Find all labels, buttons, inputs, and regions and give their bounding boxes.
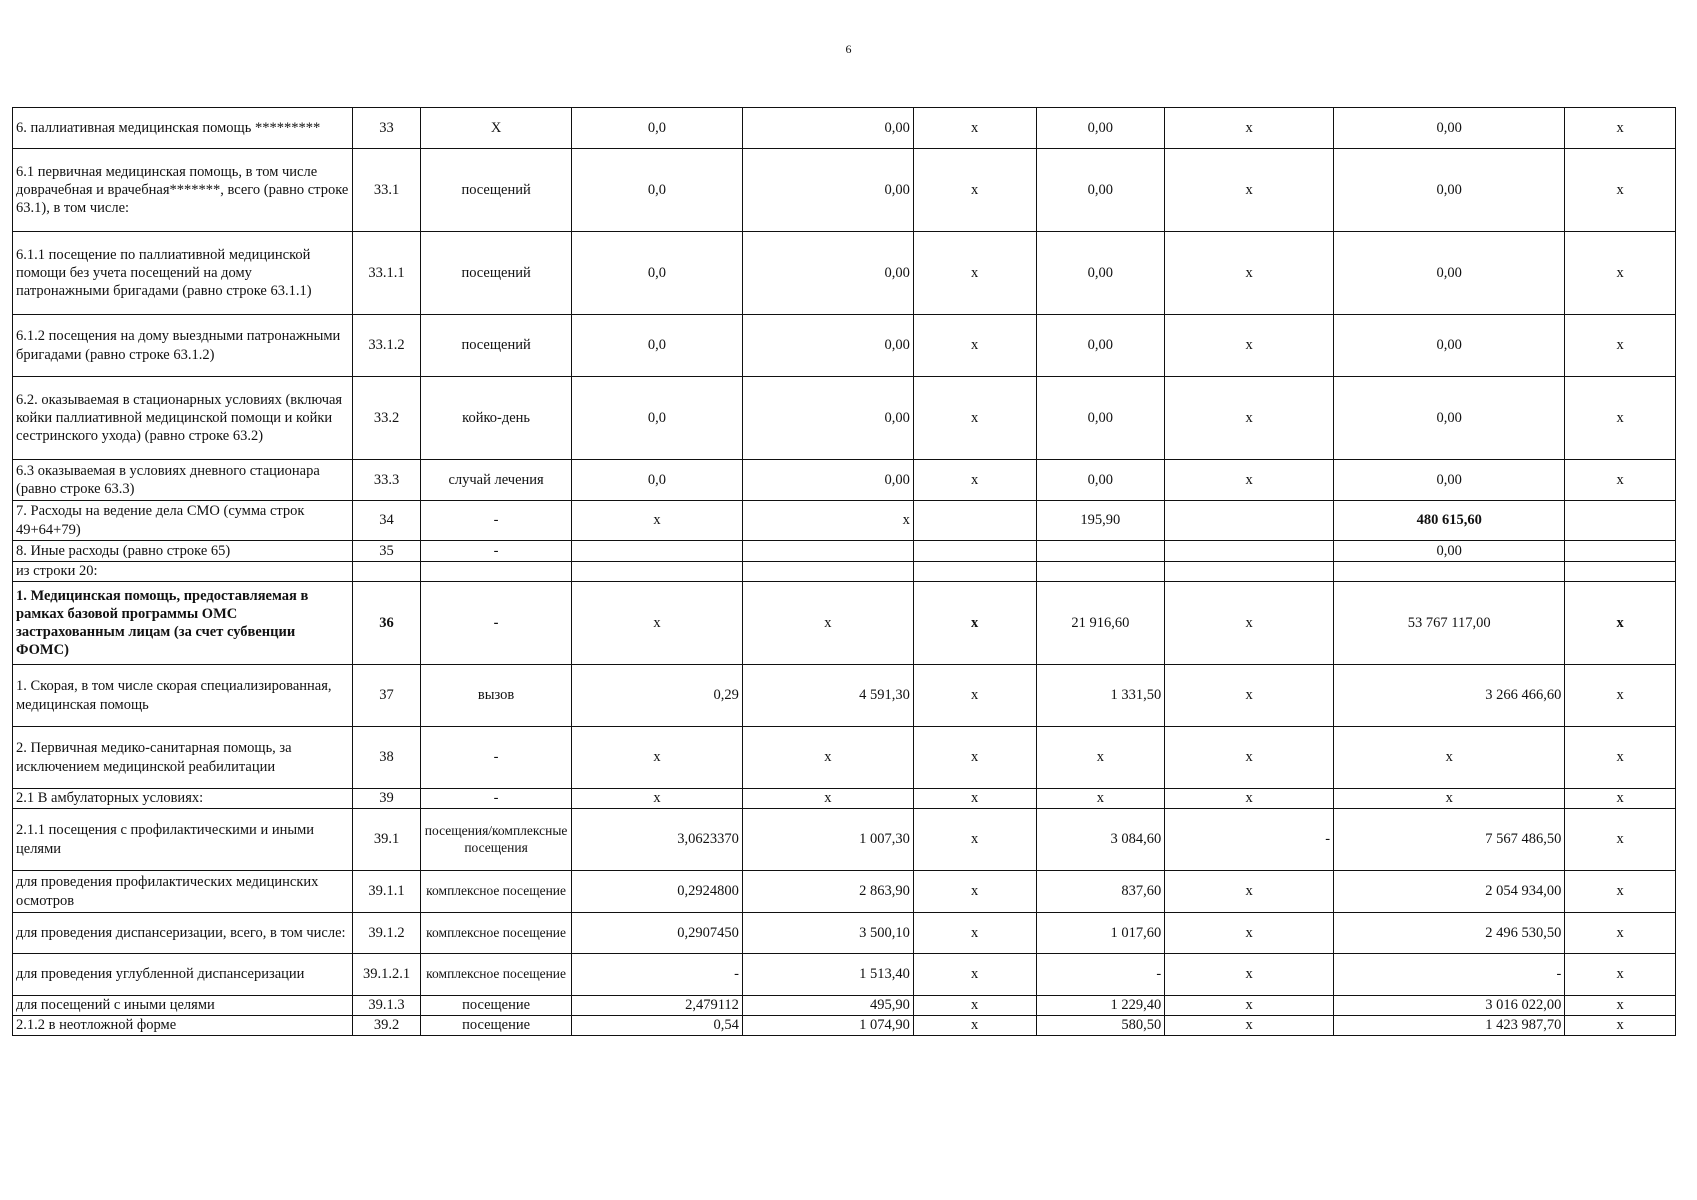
cell-c10 [1565, 501, 1676, 541]
cell-c9: х [1334, 789, 1565, 809]
cell-c10 [1565, 541, 1676, 562]
row-name: 1. Медицинская помощь, предоставляемая в рамках базовой программы ОМС застрахованным лицам (за счет субвенции ФОМС) [13, 582, 353, 665]
row-name: 2.1.1 посещения с профилактическими и иными целями [13, 809, 353, 871]
cell-c6: х [913, 1016, 1036, 1036]
cell-c10: х [1565, 913, 1676, 954]
cell-c9: 53 767 117,00 [1334, 582, 1565, 665]
cell-c9: 0,00 [1334, 460, 1565, 501]
table-row [13, 562, 1676, 582]
row-code: 39.1.3 [352, 996, 420, 1016]
cell-c8 [1165, 541, 1334, 562]
cell-c6: х [913, 377, 1036, 460]
cell-c10: х [1565, 1016, 1676, 1036]
cell-c10: х [1565, 954, 1676, 996]
row-code: 33.1 [352, 149, 420, 232]
cell-c4: х [572, 727, 743, 789]
cell-c4: х [572, 582, 743, 665]
cell-c7: 21 916,60 [1036, 582, 1165, 665]
cell-c10: х [1565, 996, 1676, 1016]
row-unit: посещений [421, 232, 572, 315]
cell-c9: 480 615,60 [1334, 501, 1565, 541]
cell-c4: 0,54 [572, 1016, 743, 1036]
row-code: 34 [352, 501, 420, 541]
cell-c8: х [1165, 377, 1334, 460]
row-code: 33.3 [352, 460, 420, 501]
row-unit: - [421, 582, 572, 665]
cell-c7: 3 084,60 [1036, 809, 1165, 871]
row-name: для проведения диспансеризации, всего, в том числе: [13, 913, 353, 954]
cell-c4: 0,29 [572, 665, 743, 727]
table-row [13, 996, 1676, 1016]
cell-c8: х [1165, 149, 1334, 232]
cell-c6: х [913, 315, 1036, 377]
cell-c5: 0,00 [742, 149, 913, 232]
row-unit: посещение [421, 996, 572, 1016]
cell-c4: х [572, 501, 743, 541]
table-row [13, 501, 1676, 541]
row-unit: комплексное посещение [421, 954, 572, 996]
cell-c4: 0,0 [572, 377, 743, 460]
row-name: 6.3 оказываемая в условиях дневного стационара (равно строке 63.3) [13, 460, 353, 501]
cell-c10: х [1565, 315, 1676, 377]
cell-c4: 3,0623370 [572, 809, 743, 871]
row-name: 6. паллиативная медицинская помощь ********* [13, 108, 353, 149]
cell-c8: х [1165, 460, 1334, 501]
cell-c7: - [1036, 954, 1165, 996]
row-code: 33.2 [352, 377, 420, 460]
cell-c4: х [572, 789, 743, 809]
cell-c5: 4 591,30 [742, 665, 913, 727]
cell-c5: 0,00 [742, 232, 913, 315]
table-row [13, 108, 1676, 149]
cell-c8: х [1165, 108, 1334, 149]
cell-c8: х [1165, 996, 1334, 1016]
cell-c10: х [1565, 727, 1676, 789]
cell-c4: 0,0 [572, 108, 743, 149]
row-name: 8. Иные расходы (равно строке 65) [13, 541, 353, 562]
cell-c5: 1 513,40 [742, 954, 913, 996]
table-row [13, 665, 1676, 727]
row-name: 7. Расходы на ведение дела СМО (сумма строк 49+64+79) [13, 501, 353, 541]
cell-c5: х [742, 501, 913, 541]
cell-c5: 1 074,90 [742, 1016, 913, 1036]
row-name: 6.2. оказываемая в стационарных условиях (включая койки паллиативной медицинской помощи и койки сестринского ухода) (равно строке 63.2) [13, 377, 353, 460]
cell-c9: 7 567 486,50 [1334, 809, 1565, 871]
cell-c6: х [913, 954, 1036, 996]
cell-c6: х [913, 727, 1036, 789]
cell-c7 [1036, 562, 1165, 582]
cell-c6: х [913, 871, 1036, 913]
table-row [13, 913, 1676, 954]
row-code: 33.1.2 [352, 315, 420, 377]
cell-c7: 0,00 [1036, 377, 1165, 460]
cell-c8: - [1165, 809, 1334, 871]
cell-c4 [572, 562, 743, 582]
cell-c5: 0,00 [742, 108, 913, 149]
row-name: 2.1.2 в неотложной форме [13, 1016, 353, 1036]
row-unit: случай лечения [421, 460, 572, 501]
cell-c10: х [1565, 809, 1676, 871]
cell-c9 [1334, 562, 1565, 582]
row-unit: - [421, 789, 572, 809]
cell-c7: 0,00 [1036, 460, 1165, 501]
cell-c8: х [1165, 871, 1334, 913]
row-code: 33 [352, 108, 420, 149]
row-unit: посещений [421, 315, 572, 377]
row-code: 36 [352, 582, 420, 665]
cell-c4: 2,479112 [572, 996, 743, 1016]
cell-c9: 3 016 022,00 [1334, 996, 1565, 1016]
cell-c10: х [1565, 460, 1676, 501]
cell-c8: х [1165, 315, 1334, 377]
row-code: 39.1 [352, 809, 420, 871]
cell-c4: 0,2907450 [572, 913, 743, 954]
table-row [13, 789, 1676, 809]
cell-c4: 0,0 [572, 315, 743, 377]
row-unit: посещений [421, 149, 572, 232]
table-row [13, 1016, 1676, 1036]
row-unit: комплексное посещение [421, 913, 572, 954]
cell-c4: 0,0 [572, 460, 743, 501]
cell-c10: х [1565, 108, 1676, 149]
cell-c5: 0,00 [742, 460, 913, 501]
row-name: 6.1.2 посещения на дому выездными патронажными бригадами (равно строке 63.1.2) [13, 315, 353, 377]
cell-c8: х [1165, 954, 1334, 996]
cell-c5: х [742, 789, 913, 809]
cell-c9: 0,00 [1334, 377, 1565, 460]
cell-c5: х [742, 727, 913, 789]
cell-c5: 495,90 [742, 996, 913, 1016]
cell-c7: 1 229,40 [1036, 996, 1165, 1016]
table-row [13, 541, 1676, 562]
row-code: 35 [352, 541, 420, 562]
cell-c5: х [742, 582, 913, 665]
cell-c8: х [1165, 913, 1334, 954]
cell-c10: х [1565, 789, 1676, 809]
row-name: для проведения профилактических медицинских осмотров [13, 871, 353, 913]
cell-c9: - [1334, 954, 1565, 996]
row-unit: вызов [421, 665, 572, 727]
cell-c10 [1565, 562, 1676, 582]
cell-c6 [913, 562, 1036, 582]
cell-c6: х [913, 996, 1036, 1016]
cell-c10: х [1565, 149, 1676, 232]
cell-c9: 0,00 [1334, 232, 1565, 315]
cell-c6: х [913, 232, 1036, 315]
row-code [352, 562, 420, 582]
row-name: 2.1 В амбулаторных условиях: [13, 789, 353, 809]
cell-c8: х [1165, 789, 1334, 809]
table-row [13, 871, 1676, 913]
cell-c10: х [1565, 871, 1676, 913]
row-unit: - [421, 727, 572, 789]
cell-c6: х [913, 108, 1036, 149]
cell-c6: х [913, 665, 1036, 727]
row-unit: койко-день [421, 377, 572, 460]
table-row [13, 377, 1676, 460]
cell-c6 [913, 541, 1036, 562]
cell-c6 [913, 501, 1036, 541]
cell-c7: 1 017,60 [1036, 913, 1165, 954]
cell-c6: х [913, 789, 1036, 809]
page-number: 6 [845, 42, 852, 56]
table-row [13, 582, 1676, 665]
table-row [13, 809, 1676, 871]
cell-c5: 3 500,10 [742, 913, 913, 954]
cell-c7: 0,00 [1036, 232, 1165, 315]
cell-c5 [742, 541, 913, 562]
cell-c9: 0,00 [1334, 108, 1565, 149]
cell-c7: 195,90 [1036, 501, 1165, 541]
table-row [13, 315, 1676, 377]
cell-c7 [1036, 541, 1165, 562]
row-code: 39.1.2 [352, 913, 420, 954]
row-code: 38 [352, 727, 420, 789]
cell-c9: 2 054 934,00 [1334, 871, 1565, 913]
row-unit: Х [421, 108, 572, 149]
row-name: 2. Первичная медико-санитарная помощь, за исключением медицинской реабилитации [13, 727, 353, 789]
cell-c8 [1165, 501, 1334, 541]
cell-c10: х [1565, 232, 1676, 315]
row-code: 37 [352, 665, 420, 727]
row-code: 39 [352, 789, 420, 809]
cell-c5: 0,00 [742, 377, 913, 460]
row-code: 39.2 [352, 1016, 420, 1036]
row-name: из строки 20: [13, 562, 353, 582]
cell-c5: 2 863,90 [742, 871, 913, 913]
row-name: 1. Скорая, в том числе скорая специализированная, медицинская помощь [13, 665, 353, 727]
cell-c5: 1 007,30 [742, 809, 913, 871]
table-row [13, 460, 1676, 501]
cell-c7: 580,50 [1036, 1016, 1165, 1036]
cell-c7: 1 331,50 [1036, 665, 1165, 727]
cell-c4 [572, 541, 743, 562]
row-name: 6.1 первичная медицинская помощь, в том числе доврачебная и врачебная*******, всего (равно строке 63.1), в том числе: [13, 149, 353, 232]
row-name: для проведения углубленной диспансеризации [13, 954, 353, 996]
cell-c4: 0,2924800 [572, 871, 743, 913]
cell-c9: 3 266 466,60 [1334, 665, 1565, 727]
cell-c6: х [913, 913, 1036, 954]
expenses-table [12, 107, 1676, 1036]
cell-c6: х [913, 149, 1036, 232]
cell-c5 [742, 562, 913, 582]
table-row [13, 727, 1676, 789]
cell-c9: 1 423 987,70 [1334, 1016, 1565, 1036]
cell-c9: 0,00 [1334, 315, 1565, 377]
cell-c9: 2 496 530,50 [1334, 913, 1565, 954]
cell-c4: 0,0 [572, 232, 743, 315]
cell-c7: х [1036, 789, 1165, 809]
table-row [13, 149, 1676, 232]
cell-c10: х [1565, 582, 1676, 665]
cell-c10: х [1565, 377, 1676, 460]
cell-c7: 0,00 [1036, 108, 1165, 149]
cell-c6: х [913, 809, 1036, 871]
cell-c10: х [1565, 665, 1676, 727]
cell-c4: 0,0 [572, 149, 743, 232]
row-code: 39.1.1 [352, 871, 420, 913]
cell-c7: х [1036, 727, 1165, 789]
cell-c9: 0,00 [1334, 541, 1565, 562]
cell-c5: 0,00 [742, 315, 913, 377]
row-unit [421, 562, 572, 582]
cell-c8 [1165, 562, 1334, 582]
table-row [13, 954, 1676, 996]
row-code: 39.1.2.1 [352, 954, 420, 996]
cell-c7: 0,00 [1036, 315, 1165, 377]
cell-c9: 0,00 [1334, 149, 1565, 232]
cell-c4: - [572, 954, 743, 996]
cell-c8: х [1165, 665, 1334, 727]
cell-c9: х [1334, 727, 1565, 789]
cell-c8: х [1165, 232, 1334, 315]
row-code: 33.1.1 [352, 232, 420, 315]
cell-c6: х [913, 460, 1036, 501]
table-row [13, 232, 1676, 315]
row-name: для посещений с иными целями [13, 996, 353, 1016]
row-unit: посещение [421, 1016, 572, 1036]
row-unit: - [421, 541, 572, 562]
row-unit: комплексное посещение [421, 871, 572, 913]
cell-c6: х [913, 582, 1036, 665]
cell-c8: х [1165, 582, 1334, 665]
cell-c7: 837,60 [1036, 871, 1165, 913]
row-unit: посещения/комплексные посещения [421, 809, 572, 871]
cell-c8: х [1165, 727, 1334, 789]
row-name: 6.1.1 посещение по паллиативной медицинской помощи без учета посещений на дому патронажными бригадами (равно строке 63.1.1) [13, 232, 353, 315]
cell-c8: х [1165, 1016, 1334, 1036]
row-unit: - [421, 501, 572, 541]
cell-c7: 0,00 [1036, 149, 1165, 232]
